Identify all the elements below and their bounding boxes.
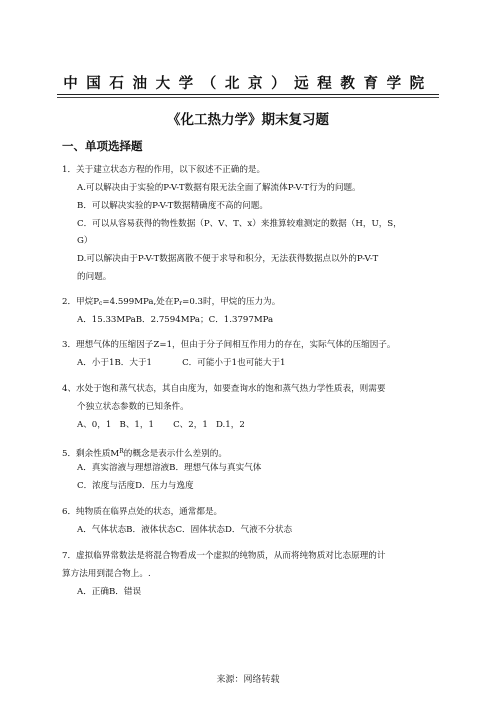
question-7-stem-line1: 7．虚拟临界常数法是将混合物看成一个虚拟的纯物质，从而将纯物质对比态原理的计: [62, 551, 386, 561]
question-1-option-d-line1: D.可以解决由于P-V-T数据离散不便于求导和积分，无法获得数据点以外的P-V-T: [77, 254, 379, 264]
question-1-option-c-line2: G）: [77, 236, 93, 246]
question-3-options: A．小于1B．大于1 C．可能小于1也可能大于1: [77, 358, 286, 368]
header-rule-thin: [57, 97, 439, 98]
question-6-options: A．气体状态B．液体状态C．固体状态D．气液不分状态: [77, 525, 293, 535]
header-rule-thick: [57, 94, 439, 95]
question-2-options: A．15.33MPaB．2.7594MPa；C．1.3797MPa: [77, 315, 274, 325]
question-5-stem: 5．剩余性质$M^R$的概念是表示什么差别的。: [62, 448, 227, 459]
question-2-stem: 2．甲烷$P_c=4.599MPa$,处在$P_r=0.3$时，甲烷的压力为。: [62, 297, 281, 307]
question-1-stem: 1．关于建立状态方程的作用，以下叙述不正确的是。: [62, 165, 266, 175]
question-1-option-a: A.可以解决由于实验的P-V-T数据有限无法全面了解流体P-V-T行为的问题。: [77, 183, 361, 193]
question-1-option-b: B．可以解决实验的P-V-T数据精确度不高的问题。: [77, 201, 268, 211]
question-4-options: A、0，1 B、1，1 C、2，1 D.1，2: [77, 420, 245, 430]
subscript-r: r: [179, 300, 183, 307]
question-1-option-d-line2: 的问题。: [77, 272, 112, 282]
question-5-options-line2: C．浓度与活度D．压力与逸度: [77, 481, 194, 491]
page-footer-source: 来源：网络转载: [216, 675, 280, 685]
institution-header: 中国石油大学（北京）远程教育学院: [63, 76, 433, 92]
question-1-option-c-line1: C．可以从容易获得的物性数据（P、V、T、x）来推算较难测定的数据（H，U，S，: [77, 219, 402, 229]
superscript-r: R: [119, 448, 124, 455]
question-5-options-line1: A．真实溶液与理想溶液B．理想气体与真实气体: [77, 463, 262, 473]
question-7-stem-line2: 算方法用到混合物上。.: [62, 569, 151, 579]
section-heading: 一、单项选择题: [62, 139, 143, 153]
question-4-stem-line1: 4、水处于饱和蒸气状态，其自由度为，如要查询水的饱和蒸气热力学性质表，则需要: [62, 384, 386, 394]
subscript-c: c: [99, 300, 103, 307]
document-title: 《化工热力学》期末复习题: [167, 112, 329, 128]
question-3-stem: 3．理想气体的压缩因子Z=1，但由于分子间相互作用力的存在，实际气体的压缩因子。: [62, 340, 396, 350]
question-4-stem-line2: 个独立状态参数的已知条件。: [77, 402, 189, 412]
question-7-options: A．正确B．错误: [77, 587, 142, 597]
question-6-stem: 6．纯物质在临界点处的状态，通常都是。: [62, 507, 223, 517]
